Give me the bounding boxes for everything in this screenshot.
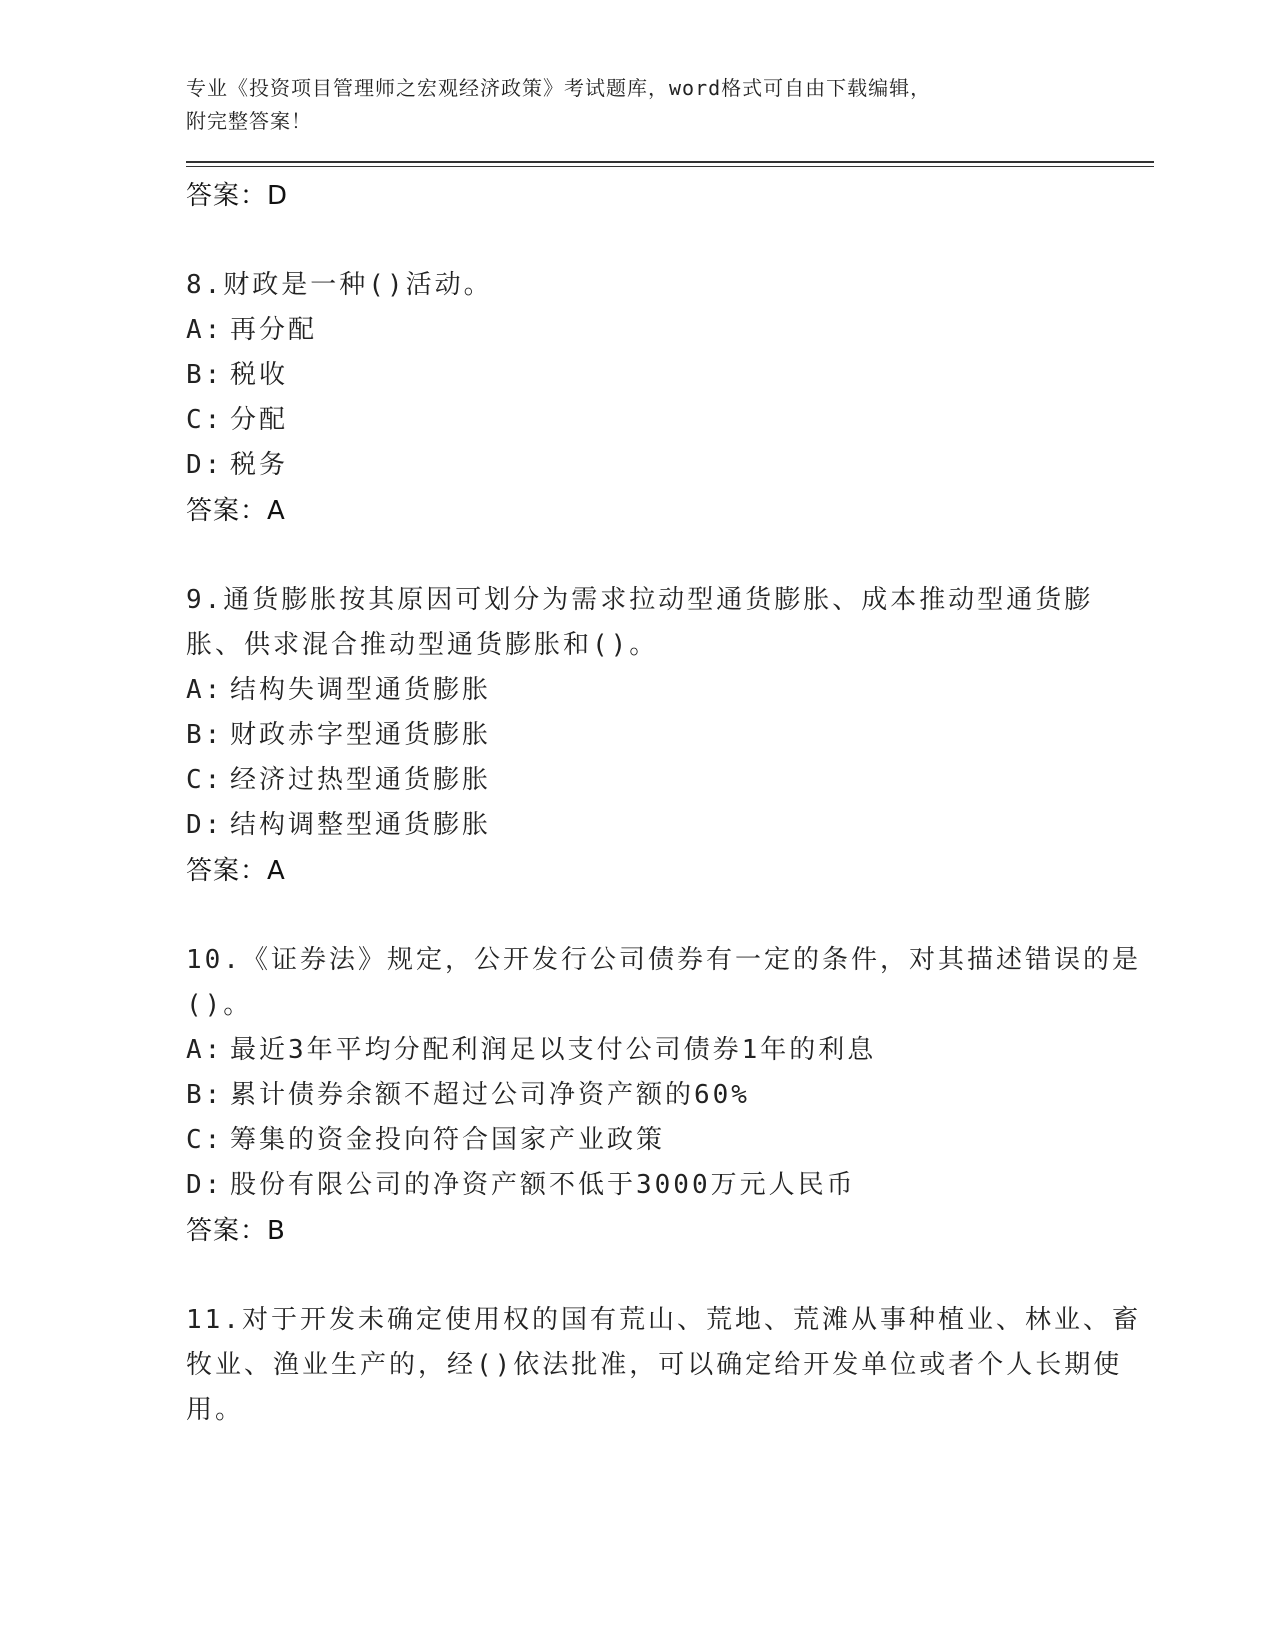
option-c: C: 分配 bbox=[186, 405, 289, 435]
answer-line: 答案：B bbox=[186, 1216, 286, 1246]
answer-line: 答案：A bbox=[186, 496, 286, 526]
question-10 bbox=[186, 938, 1146, 1254]
option-b: B: 税收 bbox=[186, 360, 289, 390]
header-line-1: 专业《投资项目管理师之宏观经济政策》考试题库，word格式可自由下载编辑， bbox=[186, 76, 932, 100]
option-a: A: 最近3年平均分配利润足以支付公司债券1年的利息 bbox=[186, 1035, 877, 1065]
option-b: B: 累计债券余额不超过公司净资产额的60% bbox=[186, 1080, 750, 1110]
option-a: A: 结构失调型通货膨胀 bbox=[186, 675, 492, 705]
option-c: C: 经济过热型通货膨胀 bbox=[186, 765, 492, 795]
question-9 bbox=[186, 578, 1146, 894]
option-a: A: 再分配 bbox=[186, 315, 318, 345]
answer-line: 答案：D bbox=[186, 181, 289, 211]
question-8 bbox=[186, 263, 1146, 534]
option-d: D: 结构调整型通货膨胀 bbox=[186, 810, 492, 840]
answer-line: 答案：A bbox=[186, 856, 286, 886]
document-page bbox=[186, 0, 1146, 1433]
header-divider bbox=[186, 161, 1154, 167]
question-stem: 8.财政是一种()活动。 bbox=[186, 270, 493, 300]
question-stem: 11.对于开发未确定使用权的国有荒山、荒地、荒滩从事种植业、林业、畜牧业、渔业生产的，经()依法批准，可以确定给开发单位或者个人长期使用。 bbox=[186, 1305, 1141, 1425]
option-b: B: 财政赤字型通货膨胀 bbox=[186, 720, 492, 750]
option-c: C: 筹集的资金投向符合国家产业政策 bbox=[186, 1125, 666, 1155]
question-stem: 9.通货膨胀按其原因可划分为需求拉动型通货膨胀、成本推动型通货膨胀、供求混合推动型通货膨胀和()。 bbox=[186, 585, 1094, 660]
option-d: D: 税务 bbox=[186, 450, 289, 480]
question-stem: 10.《证券法》规定，公开发行公司债券有一定的条件，对其描述错误的是()。 bbox=[186, 945, 1141, 1020]
option-d: D: 股份有限公司的净资产额不低于3000万元人民币 bbox=[186, 1170, 856, 1200]
question-11 bbox=[186, 1298, 1146, 1433]
header-line-2: 附完整答案！ bbox=[186, 109, 312, 133]
document-header bbox=[186, 72, 1146, 138]
